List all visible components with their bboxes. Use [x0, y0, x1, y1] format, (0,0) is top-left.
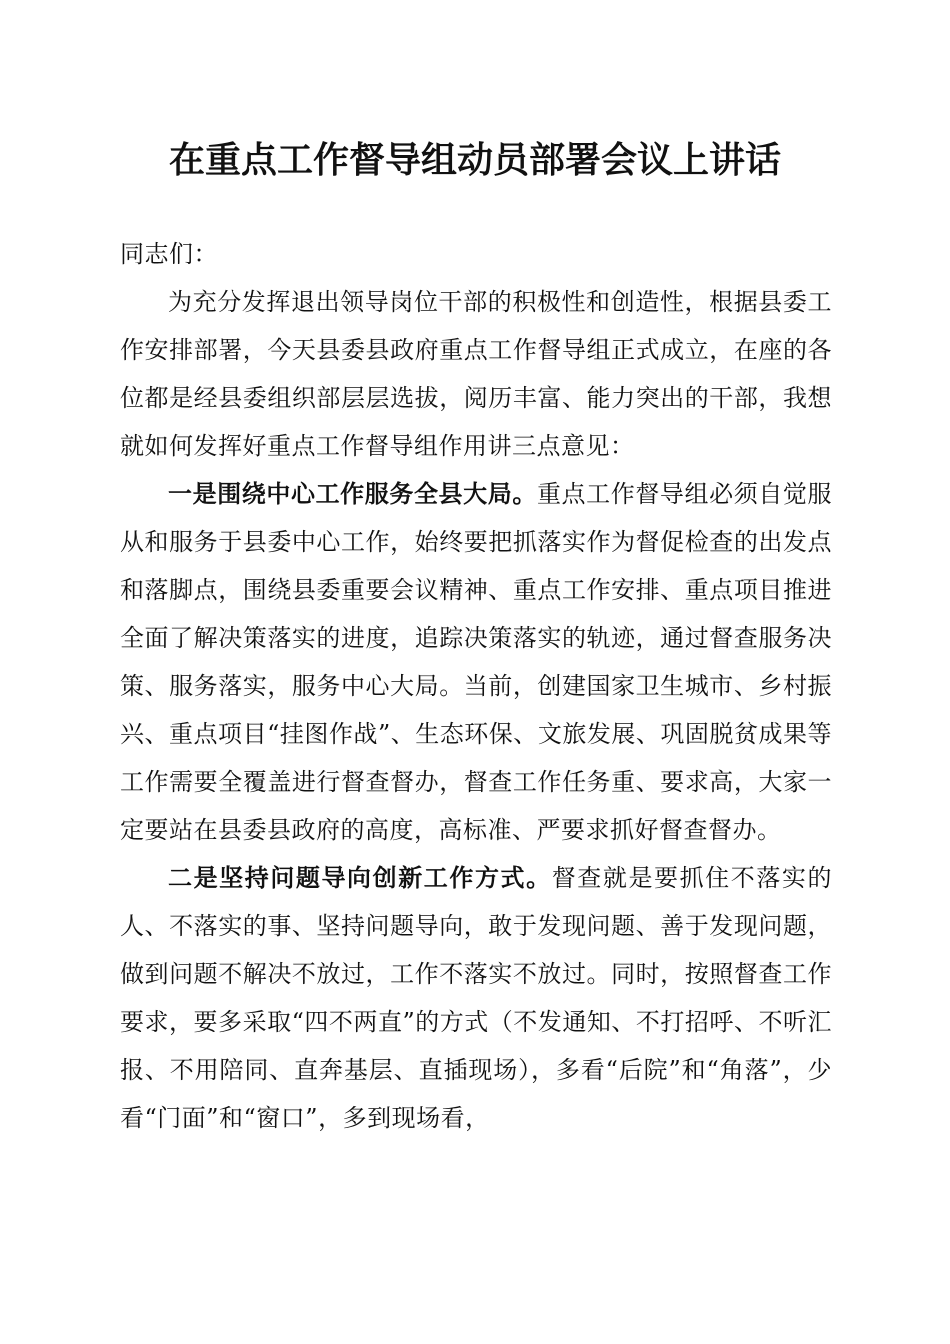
paragraph-lead: 一是围绕中心工作服务全县大局。 — [168, 479, 537, 508]
document-body — [120, 230, 832, 1142]
paragraph-point-two — [120, 854, 832, 1142]
paragraph-point-one — [120, 470, 832, 854]
paragraph-text: 督查就是要抓住不落实的人、不落实的事、坚持问题导向，敢于发现问题、善于发现问题，做到问题不解决不放过，工作不落实不放过。同时，按照督查工作要求，要多采取“四不两直”的方式（不发通知、不打招呼、不听汇报、不用陪同、直奔基层、直插现场），多看“后院”和“角落”，少看“门面”和“窗口”，多到现场看， — [120, 864, 833, 1132]
paragraph-lead: 二是坚持问题导向创新工作方式。 — [168, 863, 552, 892]
document-title: 在重点工作督导组动员部署会议上讲话 — [168, 139, 781, 181]
paragraph-text: 重点工作督导组必须自觉服从和服务于县委中心工作，始终要把抓落实作为督促检查的出发点和落脚点，围绕县委重要会议精神、重点工作安排、重点项目推进全面了解决策落实的进度，追踪决策落实的轨迹，通过督查服务决策、服务落实，服务中心大局。当前，创建国家卫生城市、乡村振兴、重点项目“挂图作战”、生态环保、文旅发展、巩固脱贫成果等工作需要全覆盖进行督查督办，督查工作任务重、要求高，大家一定要站在县委县政府的高度，高标准、严要求抓好督查督办。 — [120, 480, 833, 844]
paragraph-text: 为充分发挥退出领导岗位干部的积极性和创造性，根据县委工作安排部署，今天县委县政府重点工作督导组正式成立，在座的各位都是经县委组织部层层选拔，阅历丰富、能力突出的干部，我想就如何发挥好重点工作督导组作用讲三点意见： — [120, 288, 832, 460]
paragraph-intro — [120, 278, 832, 470]
salutation: 同志们： — [120, 240, 218, 268]
